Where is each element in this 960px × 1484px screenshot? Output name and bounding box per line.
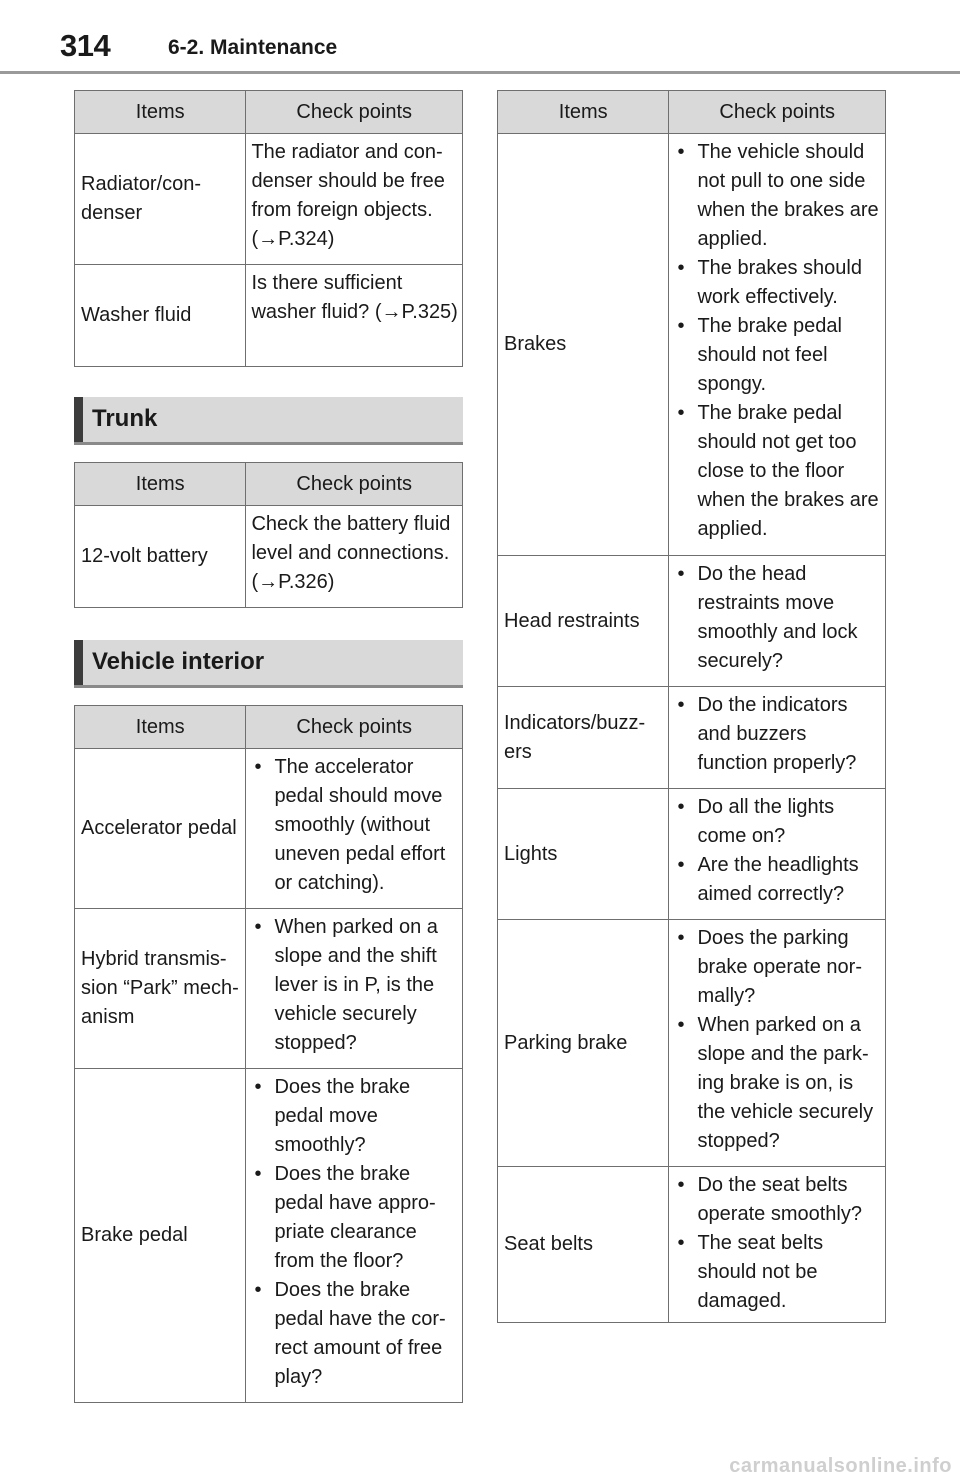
col-header-items: Items — [75, 706, 246, 749]
check-list — [251, 1073, 458, 1392]
check-bullet: • The seat belts should not be damaged. — [674, 1229, 881, 1316]
check-bullet: • Does the brake pedal have appro-priate clearance from the floor? — [251, 1160, 458, 1276]
check-bullet: • When parked on a slope and the park-ing brake is on, is the vehicle securely stopped? — [674, 1011, 881, 1156]
item-cell: Radiator/con-denser — [75, 134, 246, 265]
check-cell — [669, 1167, 886, 1323]
check-cell — [246, 749, 463, 909]
section-heading-vehicle-interior — [74, 640, 463, 688]
check-cell: Check the battery fluid level and connections. (→P.326) — [246, 506, 463, 608]
check-bullet: • Does the parking brake operate nor-mally? — [674, 924, 881, 1011]
item-cell: 12-volt battery — [75, 506, 246, 608]
check-bullet: • Are the headlights aimed correctly? — [674, 851, 881, 909]
table-row — [75, 134, 463, 265]
table-row — [498, 1167, 886, 1323]
table-row — [75, 506, 463, 608]
check-list — [674, 793, 881, 909]
check-bullet: • The vehicle should not pull to one side when the brakes are applied. — [674, 138, 881, 254]
check-list — [674, 1171, 881, 1316]
table-row — [75, 265, 463, 367]
check-list — [251, 913, 458, 1058]
check-list — [674, 560, 881, 676]
check-bullet: • Do the indicators and buzzers function properly? — [674, 691, 881, 778]
check-bullet: • Does the brake pedal have the cor-rect amount of free play? — [251, 1276, 458, 1392]
col-header-items: Items — [75, 463, 246, 506]
page-number: 314 — [60, 28, 111, 63]
item-cell: Lights — [498, 789, 669, 920]
table-row — [498, 556, 886, 687]
check-bullet: • Does the brake pedal move smoothly? — [251, 1073, 458, 1160]
item-cell: Washer fluid — [75, 265, 246, 367]
check-list — [674, 691, 881, 778]
heading-bar — [74, 397, 83, 442]
table-row — [498, 920, 886, 1167]
check-bullet: • The brake pedal should not feel spongy. — [674, 312, 881, 399]
check-list — [674, 138, 881, 544]
watermark: carmanualsonline.info — [729, 1455, 952, 1477]
item-cell: Brakes — [498, 134, 669, 556]
check-bullet: • Do the seat belts operate smoothly? — [674, 1171, 881, 1229]
col-header-check-points: Check points — [246, 91, 463, 134]
table-row — [75, 1069, 463, 1403]
check-cell — [246, 1069, 463, 1403]
item-cell: Hybrid transmis-sion “Park” mech-anism — [75, 909, 246, 1069]
col-header-items: Items — [498, 91, 669, 134]
check-bullet: • Do the head restraints move smoothly and lock securely? — [674, 560, 881, 676]
header-rule — [0, 71, 960, 74]
section-heading-trunk — [74, 397, 463, 445]
item-cell: Head restraints — [498, 556, 669, 687]
check-bullet: • The accelerator pedal should move smoothly (without uneven pedal effort or catching). — [251, 753, 458, 898]
check-cell: Is there sufficient washer fluid? (→P.325) — [246, 265, 463, 367]
col-header-items: Items — [75, 91, 246, 134]
engine-check-table — [74, 90, 463, 367]
check-bullet: • The brakes should work effectively. — [674, 254, 881, 312]
check-cell — [669, 920, 886, 1167]
item-cell: Seat belts — [498, 1167, 669, 1323]
item-cell: Accelerator pedal — [75, 749, 246, 909]
col-header-check-points: Check points — [669, 91, 886, 134]
check-cell: The radiator and con-denser should be free from foreign objects. (→P.324) — [246, 134, 463, 265]
table-header-row — [498, 91, 886, 134]
check-cell — [669, 687, 886, 789]
check-bullet: • When parked on a slope and the shift lever is in P, is the vehicle securely stopped? — [251, 913, 458, 1058]
check-list — [674, 924, 881, 1156]
check-cell — [669, 134, 886, 556]
check-cell — [669, 556, 886, 687]
table-header-row — [75, 463, 463, 506]
item-cell: Brake pedal — [75, 1069, 246, 1403]
section-heading-text: Trunk — [92, 405, 158, 432]
check-cell — [669, 789, 886, 920]
check-bullet: • Do all the lights come on? — [674, 793, 881, 851]
item-cell: Parking brake — [498, 920, 669, 1167]
table-row — [498, 687, 886, 789]
table-row — [498, 134, 886, 556]
check-list — [251, 753, 458, 898]
check-cell — [246, 909, 463, 1069]
trunk-check-table — [74, 462, 463, 608]
table-row — [75, 909, 463, 1069]
heading-bar — [74, 640, 83, 685]
table-header-row — [75, 91, 463, 134]
section-title: 6-2. Maintenance — [168, 36, 338, 59]
item-cell: Indicators/buzz-ers — [498, 687, 669, 789]
interior-check-table-right — [497, 90, 886, 1323]
col-header-check-points: Check points — [246, 463, 463, 506]
page-header — [0, 0, 960, 76]
check-bullet: • The brake pedal should not get too close to the floor when the brakes are applied. — [674, 399, 881, 544]
table-header-row — [75, 706, 463, 749]
col-header-check-points: Check points — [246, 706, 463, 749]
table-row — [498, 789, 886, 920]
table-row — [75, 749, 463, 909]
section-heading-text: Vehicle interior — [92, 648, 265, 675]
interior-check-table-left — [74, 705, 463, 1403]
